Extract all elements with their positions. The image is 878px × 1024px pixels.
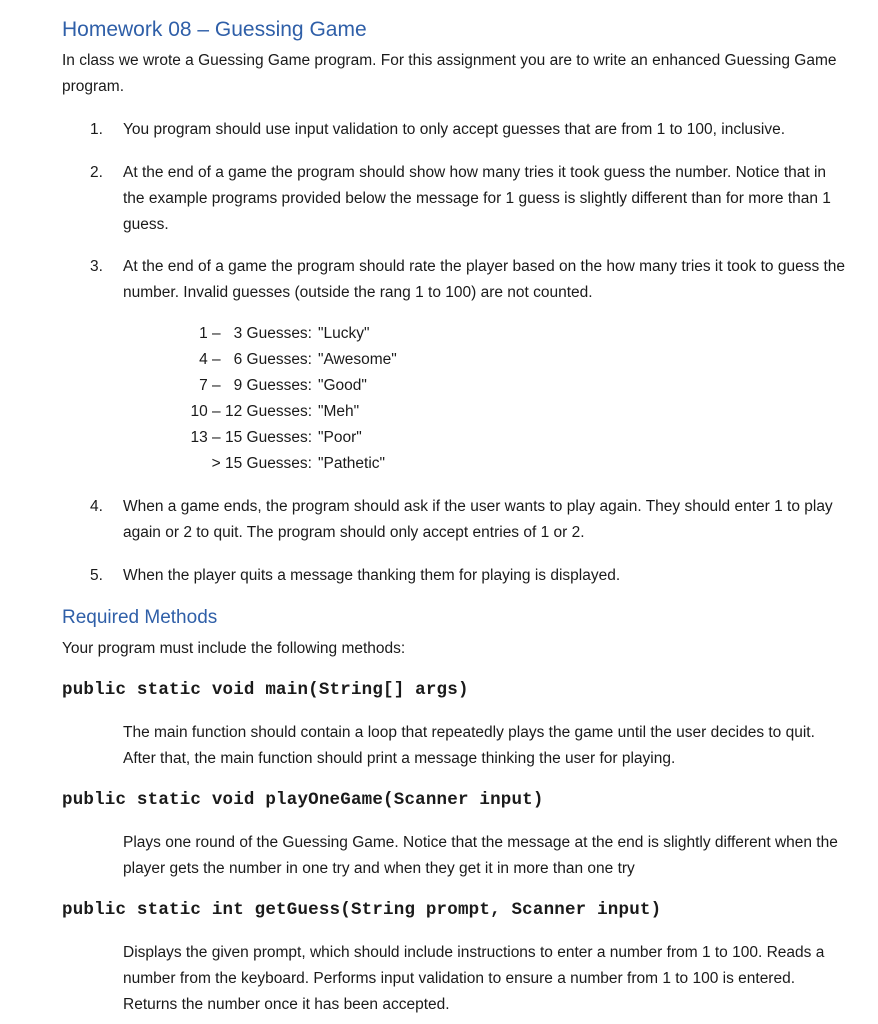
method-signature: public static void main(String[] args) (62, 680, 469, 700)
method-description: Displays the given prompt, which should include instructions to enter a number from 1 to 100. Reads a number from the keyboard. Performs input validation to ensure a number from 1 to 100 is entered. Returns the number once it has been accepted. (123, 944, 825, 1013)
page-title: Homework 08 – Guessing Game (62, 18, 367, 41)
rating-range: 10 – 12 Guesses: (190, 403, 312, 420)
rating-label: "Awesome" (318, 351, 397, 368)
list-number: 1. (90, 121, 103, 138)
methods-intro: Your program must include the following methods: (62, 640, 406, 657)
method-description: The main function should contain a loop that repeatedly plays the game until the user decides to quit. After that, the main function should print a message thinking the user for playing. (123, 724, 815, 767)
method-description: Plays one round of the Guessing Game. Notice that the message at the end is slightly different when the player gets the number in one try and when they get it in more than one try (123, 834, 838, 877)
rating-row (160, 321, 397, 347)
rating-label: "Meh" (318, 403, 360, 420)
list-text: When the player quits a message thanking them for playing is displayed. (123, 567, 621, 584)
list-number: 4. (90, 498, 103, 515)
list-text: You program should use input validation to only accept guesses that are from 1 to 100, inclusive. (123, 121, 786, 138)
rating-range: 1 – 3 Guesses: (199, 325, 312, 342)
rating-table (160, 321, 397, 477)
method-signature: public static int getGuess(String prompt, Scanner input) (62, 900, 662, 920)
rating-row (160, 347, 397, 373)
rating-range: > 15 Guesses: (211, 455, 312, 472)
rating-range: 13 – 15 Guesses: (190, 429, 312, 446)
rating-row (160, 373, 397, 399)
rating-row (160, 425, 397, 451)
method-signature: public static void playOneGame(Scanner input) (62, 790, 544, 810)
rating-label: "Good" (318, 377, 367, 394)
list-text: At the end of a game the program should rate the player based on the how many tries it took to guess the number. Invalid guesses (outside the rang 1 to 100) are not counted. (123, 258, 846, 301)
rating-label: "Poor" (318, 429, 362, 446)
intro-paragraph: In class we wrote a Guessing Game program. For this assignment you are to write an enhanced Guessing Game program. (62, 52, 837, 95)
rating-label: "Lucky" (318, 325, 370, 342)
list-text: At the end of a game the program should show how many tries it took guess the number. Notice that in the example programs provided below the message for 1 guess is slightly different than for more than 1 guess. (123, 164, 831, 233)
list-text: When a game ends, the program should ask if the user wants to play again. They should enter 1 to play again or 2 to quit. The program should only accept entries of 1 or 2. (123, 498, 833, 541)
rating-range: 7 – 9 Guesses: (199, 377, 312, 394)
rating-row (160, 451, 397, 477)
list-number: 3. (90, 258, 103, 275)
rating-row (160, 399, 397, 425)
list-number: 2. (90, 164, 103, 181)
rating-label: "Pathetic" (318, 455, 386, 472)
rating-range: 4 – 6 Guesses: (199, 351, 312, 368)
list-number: 5. (90, 567, 103, 584)
section-heading: Required Methods (62, 607, 218, 628)
